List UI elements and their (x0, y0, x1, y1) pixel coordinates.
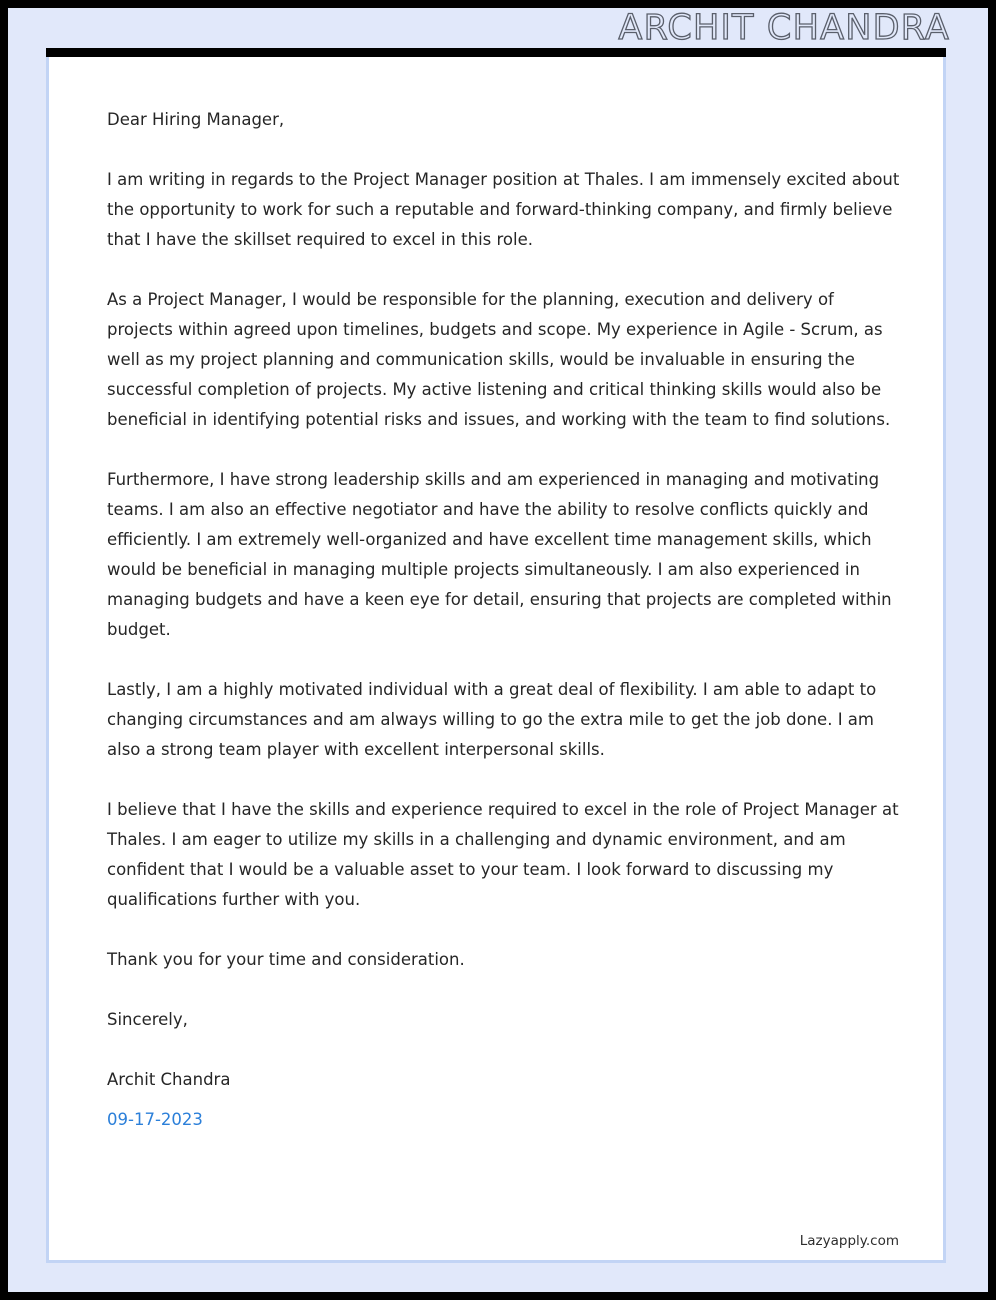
salutation: Dear Hiring Manager, (107, 110, 285, 129)
letter-card (46, 57, 946, 1263)
letter-body (107, 105, 903, 1135)
letter-paragraph: As a Project Manager, I would be responsible for the planning, execution and delivery of projects within agreed upon timelines, budgets and scope. My experience in Agile - Scrum, as well as my project planning and communication skills, would be invaluable in ensuring the successful completion of projects. My active listening and critical thinking skills would also be beneficial in identifying potential risks and issues, and working with the team to find solutions. (107, 290, 891, 429)
header-divider-rule (46, 48, 946, 57)
letter-paragraph: I believe that I have the skills and experience required to excel in the role of Project Manager at Thales. I am eager to utilize my skills in a challenging and dynamic environment, and am confident that I would be a valuable asset to your team. I look forward to discussing my qualifications further with you. (107, 800, 899, 909)
letter-paragraph: I am writing in regards to the Project Manager position at Thales. I am immensely excited about the opportunity to work for such a reputable and forward-thinking company, and firmly believe that I have the skillset required to excel in this role. (107, 170, 900, 249)
letter-paragraph: Lastly, I am a highly motivated individual with a great deal of flexibility. I am able to adapt to changing circumstances and am always willing to go the extra mile to get the job done. I am also a strong team player with excellent interpersonal skills. (107, 680, 877, 759)
letter-paragraph: Furthermore, I have strong leadership skills and am experienced in managing and motivating teams. I am also an effective negotiator and have the ability to resolve conflicts quickly and efficiently. I am extremely well-organized and have excellent time management skills, which would be beneficial in managing multiple projects simultaneously. I am also experienced in managing budgets and have a keen eye for detail, ensuring that projects are completed within budget. (107, 470, 892, 639)
page-surface (8, 8, 988, 1292)
signature-name: Archit Chandra (107, 1070, 231, 1089)
closing-line: Sincerely, (107, 1010, 188, 1029)
candidate-name: ARCHIT CHANDRA (618, 7, 950, 48)
signoff-block (107, 945, 903, 1135)
letter-date[interactable]: 09-17-2023 (107, 1110, 203, 1129)
letterhead (8, 8, 988, 48)
thank-you-line: Thank you for your time and consideration. (107, 950, 465, 969)
footer-watermark: Lazyapply.com (799, 1233, 899, 1249)
